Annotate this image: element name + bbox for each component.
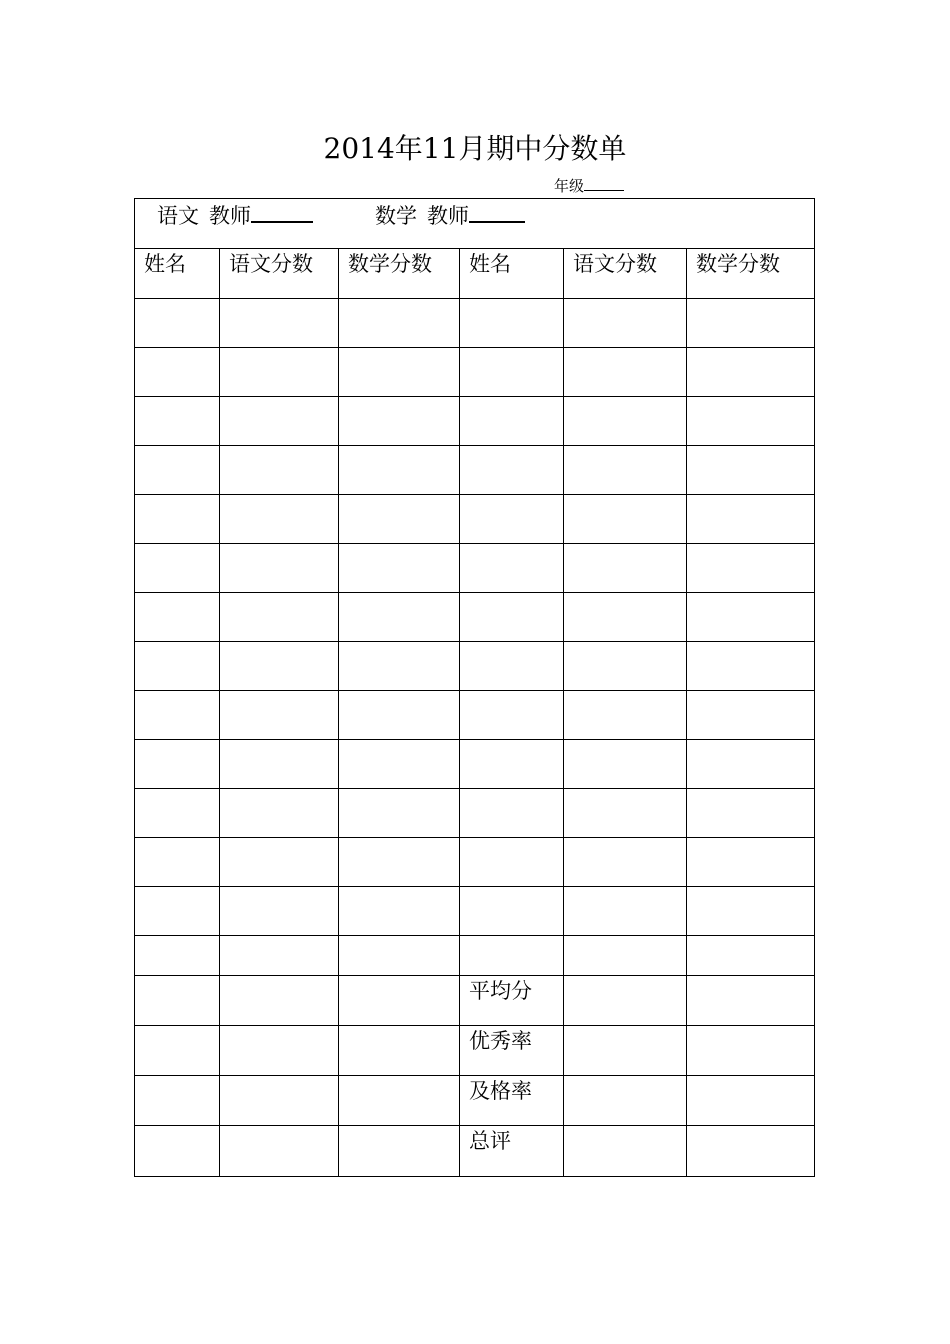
chinese-subject-label: 语文: [157, 204, 199, 228]
table-cell[interactable]: [135, 446, 220, 495]
table-cell[interactable]: [220, 544, 339, 593]
table-cell[interactable]: [339, 976, 460, 1026]
table-cell[interactable]: [220, 446, 339, 495]
overall-math-cell[interactable]: [687, 1126, 815, 1177]
table-cell[interactable]: [687, 740, 815, 789]
table-cell[interactable]: [339, 1126, 460, 1177]
table-cell[interactable]: [687, 348, 815, 397]
header-name-left: 姓名: [135, 249, 220, 299]
table-cell[interactable]: [687, 691, 815, 740]
table-cell[interactable]: [135, 789, 220, 838]
table-row: [135, 397, 815, 446]
table-row: [135, 887, 815, 936]
overall-chinese-cell[interactable]: [564, 1126, 687, 1177]
table-cell[interactable]: [220, 642, 339, 691]
table-cell[interactable]: [220, 397, 339, 446]
header-name-right: 姓名: [460, 249, 564, 299]
teacher-row: [135, 199, 815, 249]
average-label: 平均分: [460, 976, 564, 1026]
table-row: [135, 936, 815, 976]
table-row: [135, 740, 815, 789]
table-cell[interactable]: [564, 740, 687, 789]
table-cell[interactable]: [220, 887, 339, 936]
table-row: [135, 789, 815, 838]
table-cell[interactable]: [564, 495, 687, 544]
table-cell[interactable]: [687, 397, 815, 446]
math-teacher-blank[interactable]: [469, 201, 525, 223]
table-cell[interactable]: [135, 1026, 220, 1076]
table-cell[interactable]: [220, 1076, 339, 1126]
table-cell[interactable]: [339, 789, 460, 838]
table-cell[interactable]: [564, 838, 687, 887]
table-cell[interactable]: [460, 593, 564, 642]
table-cell[interactable]: [687, 887, 815, 936]
header-chinese-score-right: 语文分数: [564, 249, 687, 299]
table-cell[interactable]: [460, 740, 564, 789]
table-cell[interactable]: [687, 642, 815, 691]
table-cell[interactable]: [460, 838, 564, 887]
table-row: [135, 446, 815, 495]
overall-label: 总评: [460, 1126, 564, 1177]
teacher-cell: [135, 199, 815, 249]
table-cell[interactable]: [135, 1126, 220, 1177]
table-row: [135, 544, 815, 593]
math-subject-label: 数学: [375, 204, 417, 228]
table-row: [135, 691, 815, 740]
pass-rate-label: 及格率: [460, 1076, 564, 1126]
table-cell[interactable]: [220, 936, 339, 976]
excellent-rate-math-cell[interactable]: [687, 1026, 815, 1076]
table-cell[interactable]: [564, 789, 687, 838]
table-row: [135, 1126, 815, 1177]
table-cell[interactable]: [220, 740, 339, 789]
table-cell[interactable]: [687, 495, 815, 544]
table-cell[interactable]: [220, 691, 339, 740]
table-cell[interactable]: [135, 642, 220, 691]
table-cell[interactable]: [339, 593, 460, 642]
grade-field: [554, 176, 624, 196]
table-cell[interactable]: [135, 936, 220, 976]
table-cell[interactable]: [339, 544, 460, 593]
table-cell[interactable]: [564, 397, 687, 446]
table-cell[interactable]: [220, 976, 339, 1026]
table-cell[interactable]: [687, 593, 815, 642]
table-cell[interactable]: [135, 299, 220, 348]
table-cell[interactable]: [687, 544, 815, 593]
table-cell[interactable]: [564, 691, 687, 740]
chinese-teacher-blank[interactable]: [251, 201, 313, 223]
table-cell[interactable]: [220, 789, 339, 838]
table-cell[interactable]: [339, 299, 460, 348]
table-cell[interactable]: [220, 1126, 339, 1177]
table-cell[interactable]: [460, 446, 564, 495]
table-cell[interactable]: [135, 740, 220, 789]
table-row: [135, 1026, 815, 1076]
table-cell[interactable]: [220, 348, 339, 397]
table-cell[interactable]: [460, 789, 564, 838]
table-cell[interactable]: [135, 495, 220, 544]
table-cell[interactable]: [339, 446, 460, 495]
table-cell[interactable]: [339, 740, 460, 789]
table-cell[interactable]: [339, 642, 460, 691]
average-chinese-cell[interactable]: [564, 976, 687, 1026]
table-cell[interactable]: [339, 397, 460, 446]
table-cell[interactable]: [687, 838, 815, 887]
table-row: [135, 1076, 815, 1126]
table-row: [135, 642, 815, 691]
table-cell[interactable]: [339, 887, 460, 936]
table-cell[interactable]: [564, 544, 687, 593]
pass-rate-math-cell[interactable]: [687, 1076, 815, 1126]
table-row: [135, 299, 815, 348]
table-cell[interactable]: [220, 299, 339, 348]
table-cell[interactable]: [220, 838, 339, 887]
page-title: 2014年11月期中分数单: [323, 132, 627, 165]
table-cell[interactable]: [564, 642, 687, 691]
table-cell[interactable]: [135, 593, 220, 642]
table-cell[interactable]: [460, 691, 564, 740]
table-cell[interactable]: [460, 642, 564, 691]
table-cell[interactable]: [564, 446, 687, 495]
table-cell[interactable]: [135, 544, 220, 593]
table-cell[interactable]: [135, 887, 220, 936]
table-cell[interactable]: [460, 397, 564, 446]
header-row: [135, 249, 815, 299]
table-cell[interactable]: [135, 838, 220, 887]
table-cell[interactable]: [564, 299, 687, 348]
table-cell[interactable]: [564, 936, 687, 976]
table-cell[interactable]: [460, 887, 564, 936]
table-cell[interactable]: [135, 691, 220, 740]
table-row: [135, 838, 815, 887]
grade-label: 年级: [554, 177, 585, 195]
table-cell[interactable]: [339, 691, 460, 740]
header-math-score-left: 数学分数: [339, 249, 460, 299]
chinese-teacher-label: 教师: [209, 204, 251, 228]
table-cell[interactable]: [460, 348, 564, 397]
table-cell[interactable]: [687, 789, 815, 838]
table-cell[interactable]: [564, 593, 687, 642]
table-cell[interactable]: [460, 936, 564, 976]
excellent-rate-chinese-cell[interactable]: [564, 1026, 687, 1076]
table-cell[interactable]: [460, 544, 564, 593]
table-cell[interactable]: [339, 838, 460, 887]
grade-blank[interactable]: [584, 176, 624, 191]
table-row: [135, 348, 815, 397]
table-cell[interactable]: [135, 397, 220, 446]
table-cell[interactable]: [339, 495, 460, 544]
header-math-score-right: 数学分数: [687, 249, 815, 299]
table-cell[interactable]: [339, 1026, 460, 1076]
table-cell[interactable]: [220, 495, 339, 544]
excellent-rate-label: 优秀率: [460, 1026, 564, 1076]
table-cell[interactable]: [460, 495, 564, 544]
header-chinese-score-left: 语文分数: [220, 249, 339, 299]
table-cell[interactable]: [339, 348, 460, 397]
table-cell[interactable]: [339, 936, 460, 976]
table-cell[interactable]: [687, 936, 815, 976]
table-cell[interactable]: [135, 348, 220, 397]
table-row: [135, 593, 815, 642]
table-cell[interactable]: [135, 976, 220, 1026]
table-cell[interactable]: [687, 446, 815, 495]
table-row: [135, 976, 815, 1026]
table-cell[interactable]: [339, 1076, 460, 1126]
table-cell[interactable]: [564, 887, 687, 936]
math-teacher-label: 教师: [427, 204, 469, 228]
pass-rate-chinese-cell[interactable]: [564, 1076, 687, 1126]
table-cell[interactable]: [220, 1026, 339, 1076]
table-cell[interactable]: [135, 1076, 220, 1126]
score-table: [134, 198, 815, 1177]
table-row: [135, 495, 815, 544]
table-cell[interactable]: [687, 299, 815, 348]
table-cell[interactable]: [460, 299, 564, 348]
table-cell[interactable]: [220, 593, 339, 642]
average-math-cell[interactable]: [687, 976, 815, 1026]
table-cell[interactable]: [564, 348, 687, 397]
